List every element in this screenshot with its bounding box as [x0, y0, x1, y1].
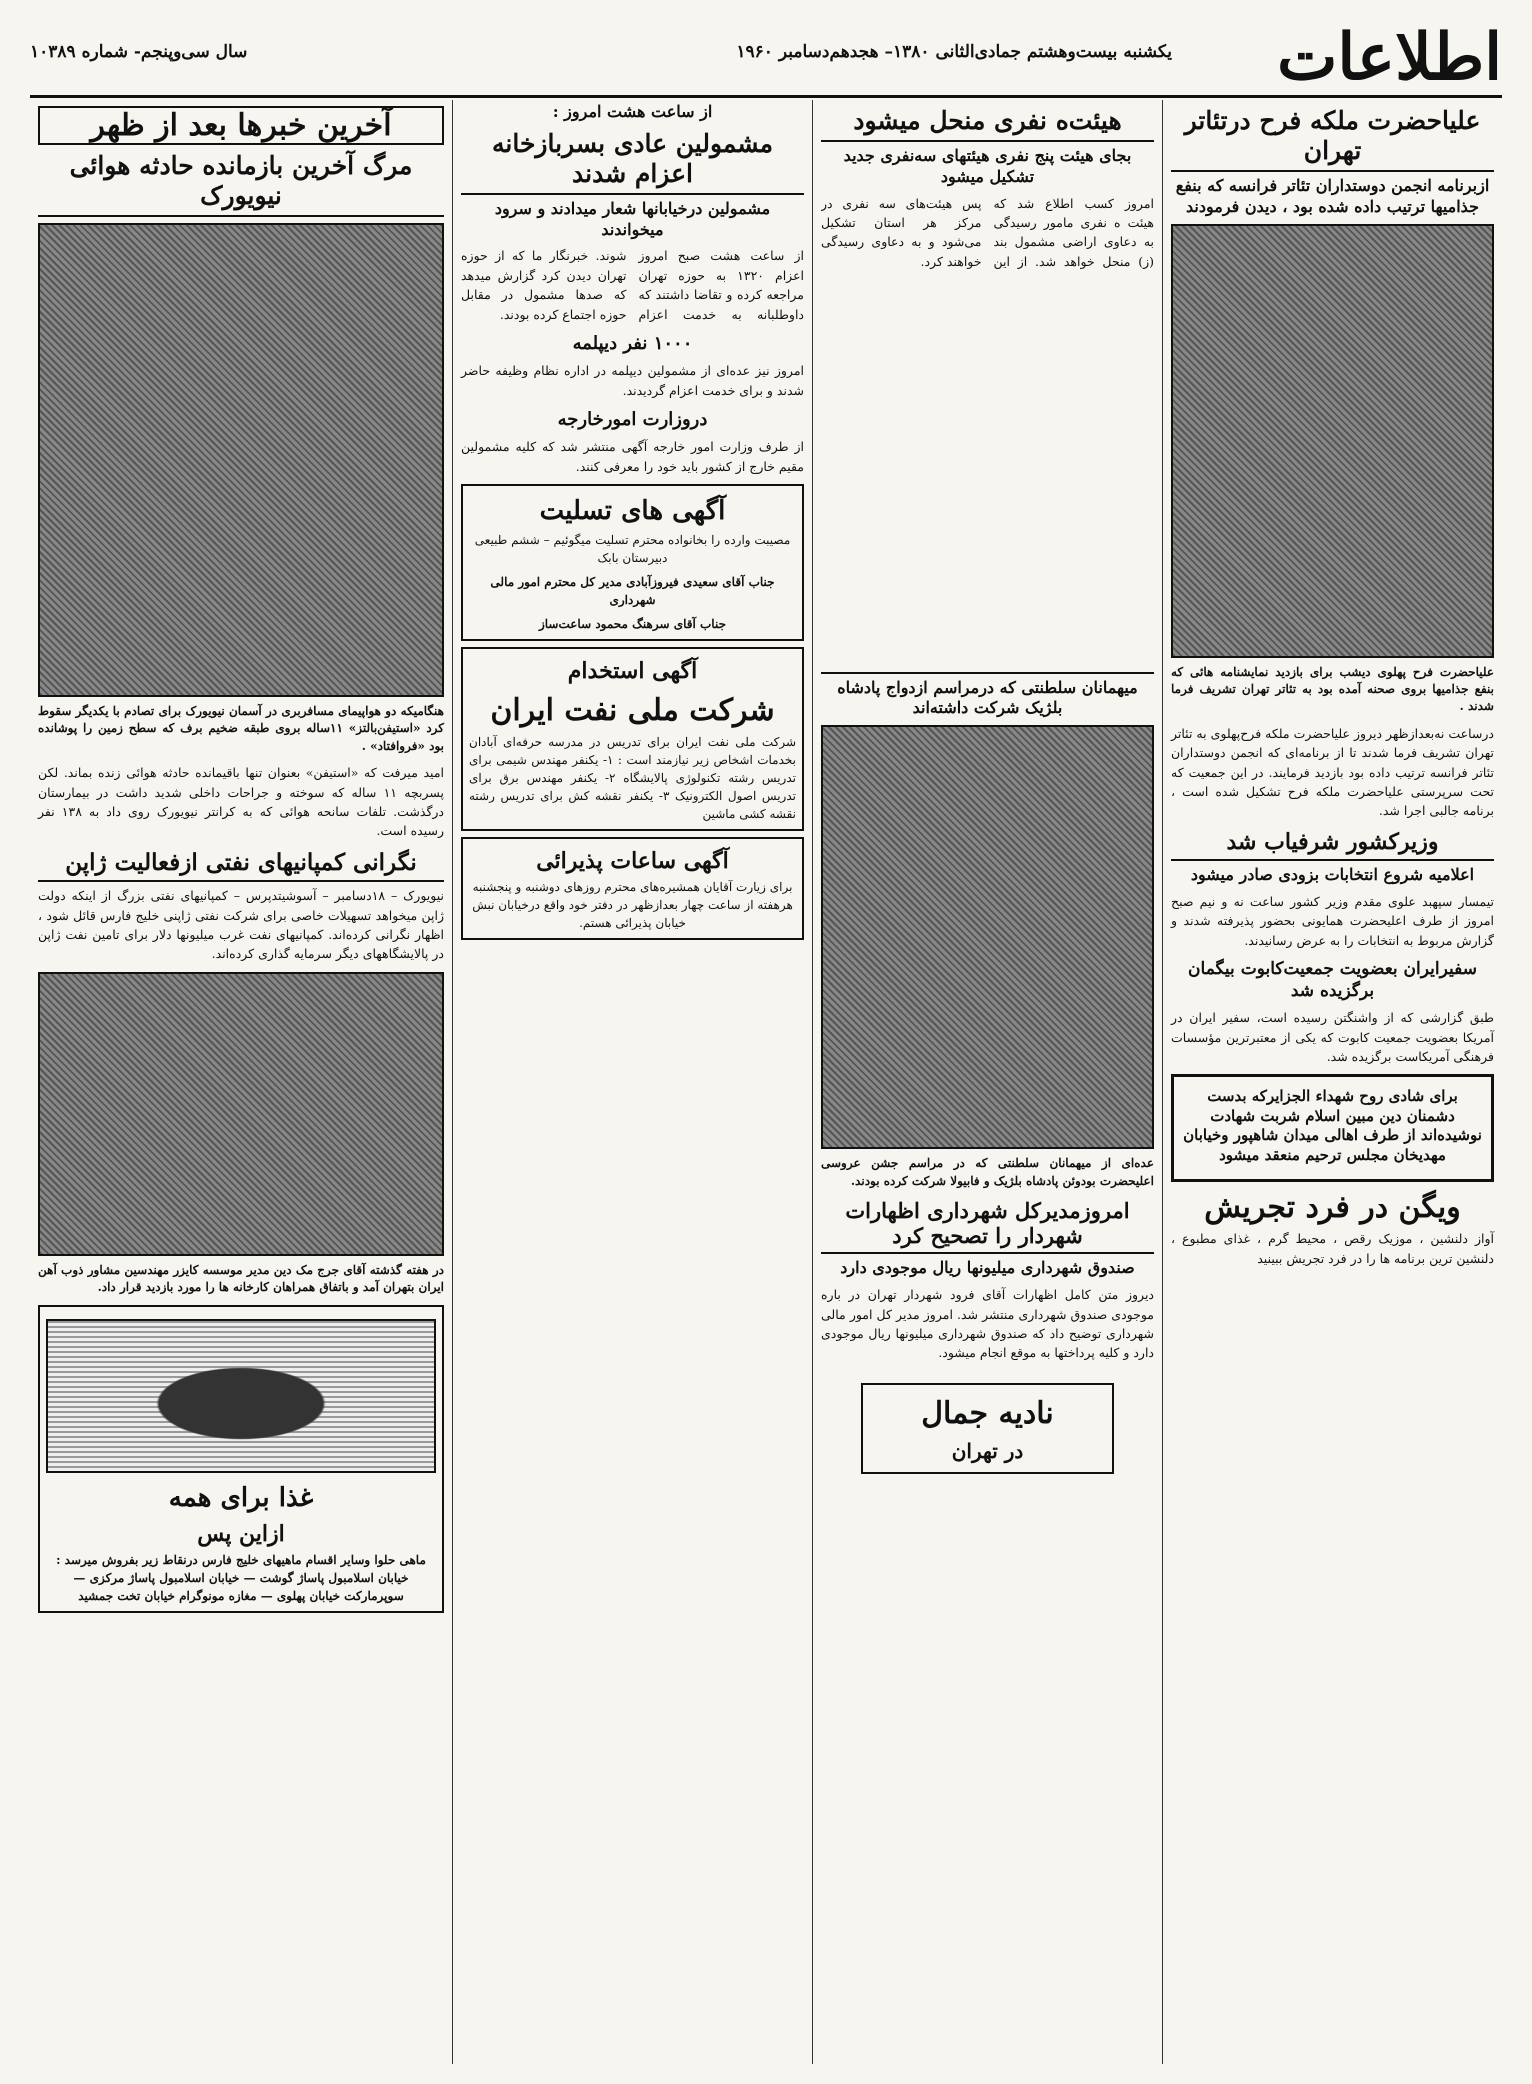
memorial-notice [1171, 1074, 1494, 1182]
municipality-subheadline: صندوق شهرداری میلیونها ریال موجودی دارد [840, 1258, 1135, 1278]
column-4 [30, 100, 452, 2064]
minister-headline: وزیرکشور شرفیاب شد [1171, 829, 1494, 861]
condolence-title: آگهی های تسلیت [539, 496, 726, 527]
employment-ad [461, 647, 804, 831]
newspaper-logo: اطلاعات [1277, 20, 1502, 95]
queen-article: درساعت نه‌بعدازظهر دیروز علیاحضرت ملکه فرح‌پهلوی به تئاتر تهران تشریف فرما شدند تا از برنامه‌ای که انجمن دوستداران تئاتر فرانسه ترتیب داده بود بازدید فرمایند. در این جمعیت که تحت سرپرستی علیاحضرت ملکه فرح تشکیل شده است ، برنامه جالبی اجرا شد. [1171, 725, 1494, 819]
steel-visit-caption: در هفته گذشته آقای جرج مک دین مدیر موسسه کایزر مهندسین مشاور ذوب آهن ایران بتهران آمد و باتفاق همراهان کارخانه ها را مورد بازدید قرار داد. [38, 1262, 444, 1295]
nyc-crash-headline: مرگ آخرین بازمانده حادثه هوائی نیویورک [38, 151, 444, 217]
fish-ad-sub: ازاین پس [197, 1520, 285, 1547]
royal-wedding-photo [821, 725, 1154, 1149]
steel-visit-photo [38, 972, 444, 1256]
vigen-ad-title: ویگن در فرد تجریش [1204, 1190, 1461, 1226]
condolence-ad-2: جناب آقای سعیدی فیروزآبادی مدیر کل محترم امور مالی شهرداری [490, 575, 775, 608]
conscripts-subheadline: مشمولین درخیابانها شعار میدادند و سرود میخواندند [494, 198, 771, 239]
employment-body: شرکت ملی نفت ایران برای تدریس در مدرسه حرفه‌ای آبادان بخدمات اشخاص زیر نیازمند است : ۱- یکنفر مهندس شیمی برای تدریس رشته تکنولوژی پالایشگاه ۲- یکنفر مهندس برق برای تدریس اصول الکترونیک ۳- یکنفر نقشه کش برای تدریس رشته نقشه کشی ماشین [469, 735, 796, 822]
diploma-article: امروز نیز عده‌ای از مشمولین دیپلمه در اداره نظام وظیفه حاضر شدند و برای خدمت اعزام گردیدند. [461, 363, 804, 398]
queen-subheadline: ازبرنامه انجمن دوستداران تئاتر فرانسه که بنفع جذامیها ترتیب داده شده بود ، دیدن فرمودند [1175, 176, 1490, 216]
memorial-text: برای شادی روح شهداء الجزایرکه بدست دشمنان دین مبین اسلام شربت شهادت نوشیده‌اند از طرف اهالی میدان شاهپور وخیابان مهدیخان مجلس ترحیم منعقد میشود [1183, 1087, 1482, 1164]
diploma-headline: ۱۰۰۰ نفر دیپلمه [572, 332, 693, 354]
oil-companies-article: نیویورک – ۱۸دسامبر – آسوشیتدپرس – کمپانیهای نفتی بزرگ از اینکه دولت ژاپن میخواهد تسهیلات خاصی برای شرکت نفتی ژاپنی خلیج فارس قائل شود ، اظهار نگرانی کرده‌اند. کمپانیهای نفت غرب میلیونها دلار برای تامین نفت ژاپن در پالایشگاههای دیگر سرمایه گذاری کرده‌اند. [38, 888, 444, 962]
nadia-jamal-ad [861, 1383, 1114, 1474]
committee-article: امروز کسب اطلاع شد که هیئت ه نفری مامور رسیدگی به دعاوی اراضی مشمول بند (ز) منحل خواهد شد. از این پس هیئت‌های سه نفری در مرکز هر استان تشکیل می‌شود و به دعاوی رسیدگی خواهند کرد. [821, 195, 1154, 269]
reception-title: آگهی ساعات پذیرائی [536, 848, 729, 875]
reception-hours-ad [461, 837, 804, 940]
dateline: یکشنبه بیست‌وهشتم جمادی‌الثانی ۱۳۸۰– هجدهم‌دسامبر ۱۹۶۰ [736, 42, 1172, 62]
column-3 [452, 100, 812, 2064]
oil-companies-headline: نگرانی کمپانیهای نفتی ازفعالیت ژاپن [38, 849, 444, 883]
minister-article: تیمسار سپهبد علوی مقدم وزیر کشور ساعت نه و نیم صبح امروز از طرف اعلیحضرت همایونی بحضور پذیرفته شدند و گزارش مربوط به انتخابات را به عرض رسانیدند. [1171, 893, 1494, 948]
issue-number: سال سی‌وپنجم- شماره ۱۰۳۸۹ [30, 42, 248, 62]
nyc-crash-caption: هنگامیکه دو هواپیمای مسافربری در آسمان نیویورک برای تصادم با یکدیگر سقوط کرد «استیفن‌بالتز» ۱۱ساله بروی طبقه ضخیم برف که سطح زمین را پوشانده بود «فروافتاد» . [38, 704, 444, 753]
reception-body: برای زیارت آقایان همشیره‌های محترم روزهای دوشنبه و پنجشنبه هرهفته از ساعت چهار بعدازظهر در دفتر خود واقع درخیابان نبش خیابان پذیرائی هستم. [472, 880, 793, 931]
queen-caption: علیاحضرت فرح پهلوی دیشب برای بازدید نمایشنامه هائی که بنفع جذامیها بروی صحنه آمده بود به تئاتر تهران تشریف فرما شدند . [1171, 664, 1494, 714]
latest-news-banner: آخرین خبرها بعد از ظهر [38, 106, 444, 145]
fish-illustration [46, 1319, 436, 1473]
royal-guests-caption: میهمانان سلطنتی که درمراسم ازدواج پادشاه بلژیک شرکت داشته‌اند [821, 672, 1154, 720]
column-2 [812, 100, 1162, 2064]
conscripts-article: از ساعت هشت صبح امروز اعزام ۱۳۲۰ به حوزه تهران مراجعه کرده و تقاضا داشتند که داوطلبانه به خدمت اعزام شوند. خبرنگار ما که از حوزه تهران دیدن کرد گزارش میدهد که صدها مشمول در مقابل حوزه اجتماع کرده بودند. [461, 248, 805, 322]
fish-ad-locations: خیابان اسلامبول پاساژ گوشت — خیابان اسلامبول پاساژ مرکزی — سوپرمارکت خیابان پهلوی — مغازه مونوگرام خیابان تخت جمشید [73, 1570, 409, 1603]
fish-ad [38, 1305, 444, 1613]
committee-headline: هیئت‌ه نفری منحل میشود [821, 106, 1154, 142]
nadia-jamal-sub: در تهران [951, 1438, 1024, 1463]
employment-title: آگهی استخدام [567, 658, 698, 685]
queen-headline: علیاحضرت ملکه فرح درتئاتر تهران [1171, 106, 1494, 172]
foreign-ministry-article: از طرف وزارت امور خارجه آگهی منتشر شد که کلیه مشمولین مقیم خارج از کشور باید خود را معرفی کنند. [461, 439, 804, 474]
employment-org: شرکت ملی نفت ایران [490, 693, 775, 729]
condolence-ad-3: جناب آقای سرهنگ محمود ساعت‌ساز [538, 617, 726, 632]
minister-subheadline: اعلامیه شروع انتخابات بزودی صادر میشود [1190, 865, 1475, 885]
municipality-headline: امروزمدیرکل شهرداری اظهارات شهردار را تصحیح کرد [821, 1198, 1154, 1254]
municipality-article: دیروز متن کامل اظهارات آقای فرود شهردار تهران در باره موجودی صندوق شهرداری منتشر شد. امروز مدیر کل امور مالی شهرداری توضیح داد که صندوق شهرداری میلیونها ریال موجودی دارد و کلیه پرداختها به موقع انجام میشود. [821, 1287, 1154, 1361]
foreign-ministry-headline: دروزارت امورخارجه [557, 409, 708, 431]
masthead [30, 20, 1502, 98]
vigen-ad-text: آواز دلنشین ، موزیک رقص ، محیط گرم ، غذای مطبوع ، دلنشین ترین برنامه ها را در فرد تجریش ببینید [1171, 1231, 1494, 1266]
conscripts-kicker: از ساعت هشت امروز : [552, 102, 713, 121]
column-1 [1162, 100, 1502, 2064]
nyc-crash-photo [38, 223, 444, 697]
nyc-crash-article: امید میرفت که «استیفن» بعنوان تنها باقیمانده حادثه هوائی زنده بماند. لکن پسربچه ۱۱ ساله که سوخته و جراحات داخلی شدید داشت در بیمارستان درگذشت. تلفات سانحه هوائی که به کرانتر نیویورک روی داد به ۱۳۸ نفر رسیده است. [38, 765, 445, 839]
royal-wedding-caption: عده‌ای از میهمانان سلطنتی که در مراسم جشن عروسی اعلیحضرت بودوئن پادشاه بلژیک و فابیولا شرکت کرده بودند. [821, 1156, 1154, 1188]
nadia-jamal-title: نادیه جمال [921, 1395, 1054, 1431]
condolence-ads [461, 484, 804, 641]
fish-ad-title: غذا برای همه [168, 1482, 314, 1513]
committee-subheadline: بجای هیئت پنج نفری هیئتهای سه‌نفری جدید تشکیل میشود [843, 146, 1132, 186]
fish-ad-body: ماهی حلوا وسایر اقسام ماهیهای خلیج فارس درنقاط زیر بفروش میرسد : [56, 1552, 426, 1567]
conscripts-headline: مشمولین عادی بسربازخانه اعزام شدند [461, 129, 804, 195]
ambassador-headline: سفیرایران بعضویت جمعیت‌کابوت بیگمان برگزیده شد [1188, 958, 1477, 1002]
ambassador-article: طبق گزارشی که از واشنگتن رسیده است، سفیر ایران در آمریکا بعضویت جمعیت کابوت که یکی از معتبرترین مؤسسات فرهنگی آمریکاست برگزیده شد. [1171, 1010, 1494, 1064]
condolence-body: مصیبت وارده را بخانواده محترم تسلیت میگوئیم – ششم طبیعی دبیرستان بابک [474, 533, 791, 566]
queen-photo [1171, 224, 1494, 658]
